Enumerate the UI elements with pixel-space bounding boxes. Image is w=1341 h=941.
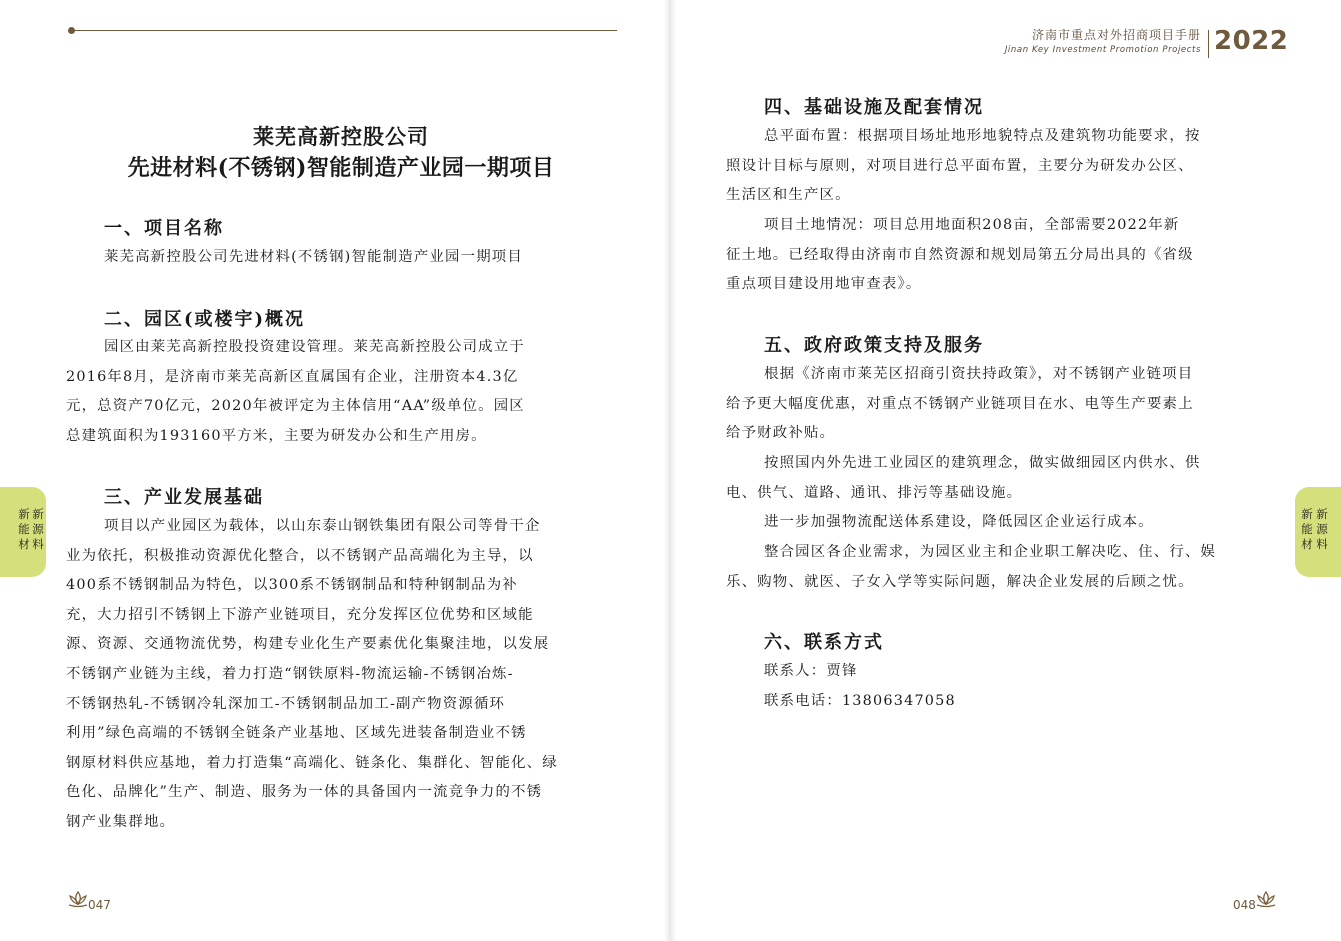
text-line: 不锈钢热轧-不锈钢冷轧深加工-不锈钢制品加工-副产物资源循环 (66, 695, 506, 712)
side-tab-text: 新源料 (32, 507, 44, 551)
text-line: 钢原材料供应基地，着力打造集“高端化、链条化、集群化、智能化、绿 (66, 754, 558, 771)
text-line: 电、供气、道路、通讯、排污等基础设施。 (726, 484, 1023, 501)
section-heading-5: 五、政府政策支持及服务 (764, 335, 984, 356)
section-3-paragraph-1 (66, 512, 618, 838)
section-5-paragraph-3 (764, 508, 1278, 538)
text-line: 给予更大幅度优惠，对重点不锈钢产业链项目在水、电等生产要素上 (726, 395, 1194, 412)
text-line: 元，总资产70亿元，2020年被评定为主体信用“AA”级单位。园区 (66, 398, 525, 415)
text-line: 400系不锈钢制品为特色，以300系不锈钢制品和特种钢制品为补 (66, 577, 518, 594)
header-title-cn: 济南市重点对外招商项目手册 (1031, 28, 1201, 42)
text-line: 给予财政补贴。 (726, 425, 836, 442)
text-line: 乐、购物、就医、子女入学等实际问题，解决企业发展的后顾之忧。 (726, 573, 1194, 590)
text-line: 联系电话：13806347058 (764, 693, 956, 709)
section-5-paragraph-1 (726, 360, 1278, 449)
text-line: 利用”绿色高端的不锈钢全链条产业基地、区域先进装备制造业不锈 (66, 725, 527, 742)
text-line: 色化、品牌化”生产、制造、服务为一体的具备国内一流竞争力的不锈 (66, 784, 543, 801)
header-year: 2022 (1214, 26, 1289, 56)
text-line: 源、资源、交通物流优势，构建专业化生产要素优化集聚洼地，以发展 (66, 636, 550, 653)
side-tab-text: 新能材 (1301, 507, 1313, 551)
text-line: 总平面布置：根据项目场址地形地貌特点及建筑物功能要求，按 (764, 128, 1201, 144)
text-line: 征土地。已经取得由济南市自然资源和规划局第五分局出具的《省级 (726, 246, 1194, 263)
contact-phone (764, 687, 1278, 717)
text-line: 按照国内外先进工业园区的建筑理念，做实做细园区内供水、供 (764, 455, 1201, 471)
text-line: 项目以产业园区为载体，以山东泰山钢铁集团有限公司等骨干企 (104, 518, 541, 534)
section-heading-6: 六、联系方式 (764, 632, 884, 653)
text-line: 照设计目标与原则，对项目进行总平面布置，主要分为研发办公区、 (726, 157, 1194, 174)
text-line: 联系人：贾锋 (764, 663, 858, 679)
text-line: 业为依托，积极推动资源优化整合，以不锈钢产品高端化为主导，以 (66, 547, 534, 564)
side-tab-text: 新能材 (18, 507, 30, 551)
section-4-paragraph-2 (726, 211, 1278, 300)
section-heading-3: 三、产业发展基础 (104, 487, 264, 508)
contact-person (764, 657, 1278, 687)
text-line: 总建筑面积为193160平方米，主要为研发办公和生产用房。 (66, 427, 487, 444)
section-heading-1: 一、项目名称 (104, 218, 224, 239)
text-line: 园区由莱芜高新控股投资建设管理。莱芜高新控股公司成立于 (104, 339, 525, 355)
header-separator (1208, 30, 1209, 58)
section-2-paragraph-1 (66, 333, 618, 451)
lotus-icon (66, 890, 90, 908)
side-tab-right (1295, 487, 1341, 577)
article-title-line1: 莱芜高新控股公司 (253, 124, 429, 149)
page-number-left: 047 (88, 898, 111, 912)
text-line: 项目土地情况：项目总用地面积208亩，全部需要2022年新 (764, 217, 1180, 233)
text-line: 不锈钢产业链为主线，着力打造“钢铁原料-物流运输-不锈钢冶炼- (66, 665, 514, 682)
text-line: 整合园区各企业需求，为园区业主和企业职工解决吃、住、行、娱 (764, 544, 1217, 560)
header-title-en: Jinan Key Investment Promotion Projects (1004, 45, 1201, 55)
text-line: 2016年8月，是济南市莱芜高新区直属国有企业，注册资本4.3亿 (66, 368, 519, 385)
text-line: 进一步加强物流配送体系建设，降低园区企业运行成本。 (764, 514, 1154, 530)
section-5-paragraph-2 (726, 449, 1278, 508)
header-rule (72, 30, 617, 31)
section-5-paragraph-4 (726, 538, 1278, 597)
book-gutter (664, 0, 676, 941)
text-line: 钢产业集群地。 (66, 813, 176, 830)
text-line: 充，大力招引不锈钢上下游产业链项目，充分发挥区位优势和区域能 (66, 606, 534, 623)
side-tab-text: 新源料 (1316, 507, 1328, 551)
section-heading-4: 四、基础设施及配套情况 (764, 97, 984, 118)
article-title-line2: 先进材料(不锈钢)智能制造产业园一期项目 (127, 155, 555, 181)
text-line: 生活区和生产区。 (726, 187, 851, 204)
page-number-right: 048 (1233, 898, 1256, 912)
section-heading-2: 二、园区(或楼宇)概况 (104, 309, 306, 330)
side-tab-left (0, 487, 46, 577)
text-line: 根据《济南市莱芜区招商引资扶持政策》，对不锈钢产业链项目 (764, 366, 1194, 382)
section-4-paragraph-1 (726, 122, 1278, 211)
section-1-paragraph-1 (104, 243, 614, 273)
text-line: 莱芜高新控股公司先进材料(不锈钢)智能制造产业园一期项目 (104, 249, 523, 265)
lotus-icon (1254, 890, 1278, 908)
text-line: 重点项目建设用地审查表》。 (726, 276, 922, 293)
